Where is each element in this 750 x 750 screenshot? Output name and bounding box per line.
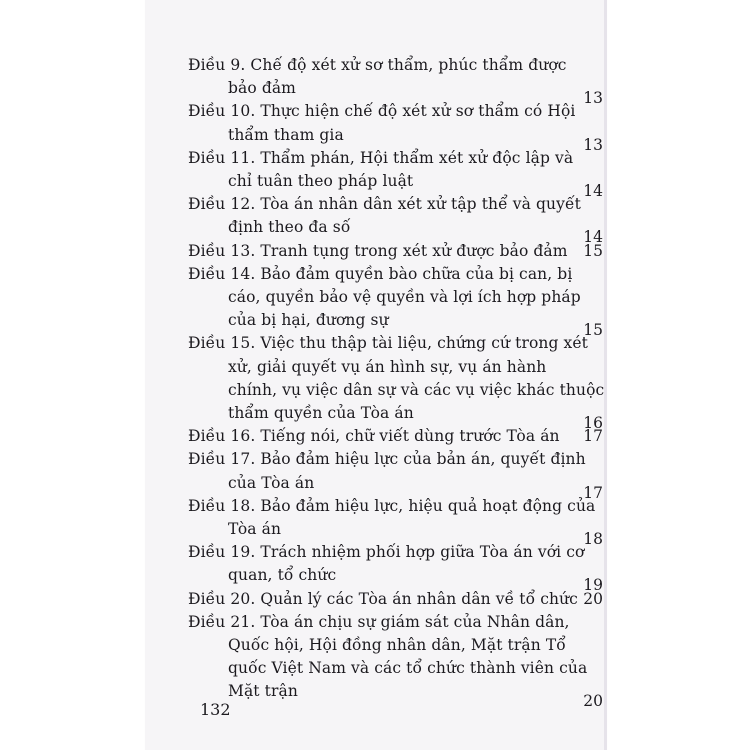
toc-entry-title: Điều 18. Bảo đảm hiệu lực, hiệu quả hoạt động của <box>188 496 596 515</box>
toc-entry-title: Điều 20. Quản lý các Tòa án nhân dân về tổ chức <box>188 589 578 608</box>
toc-entry-title: Điều 21. Tòa án chịu sự giám sát của Nhân dân, <box>188 612 570 631</box>
toc-entry-continuation: thẩm tham gia <box>228 125 344 144</box>
toc-entry-continuation: Tòa án <box>228 520 282 538</box>
page-footer-number: 132 <box>200 700 231 719</box>
toc-entry-continuation: xử, giải quyết vụ án hình sự, vụ án hành <box>228 357 547 376</box>
toc-page-number: 20 <box>583 589 603 608</box>
toc-page-number: 16 <box>583 414 603 432</box>
toc-entry-title: Điều 19. Trách nhiệm phối hợp giữa Tòa án với cơ <box>188 543 585 562</box>
toc-page-number: 17 <box>583 483 603 502</box>
toc-entry-continuation: Quốc hội, Hội đồng nhân dân, Mặt trận Tổ <box>228 636 566 654</box>
toc-page-number: 15 <box>583 241 603 260</box>
toc-entry-title: Điều 9. Chế độ xét xử sơ thẩm, phúc thẩm được <box>188 56 567 74</box>
toc-page-number: 19 <box>583 576 603 595</box>
toc-page-number: 17 <box>583 427 603 446</box>
toc-entry-continuation: chính, vụ việc dân sự và các vụ việc khác thuộc <box>228 380 605 399</box>
toc-entry-title: Điều 12. Tòa án nhân dân xét xử tập thể và quyết <box>188 195 581 214</box>
toc-entry-title: Điều 15. Việc thu thập tài liệu, chứng cứ trong xét <box>188 334 588 353</box>
toc-entry-continuation: của bị hại, đương sự <box>228 311 389 330</box>
toc-page-number: 15 <box>583 321 603 340</box>
toc-entry-continuation: định theo đa số <box>228 218 351 237</box>
toc-page-number: 18 <box>583 530 603 548</box>
toc-entry-continuation: chỉ tuân theo pháp luật <box>228 172 414 190</box>
toc-page-number: 14 <box>583 182 603 200</box>
toc-entry-title: Điều 16. Tiếng nói, chữ viết dùng trước Tòa án <box>188 427 560 446</box>
toc-entry-continuation: cáo, quyền bảo vệ quyền và lợi ích hợp pháp <box>228 288 581 306</box>
toc-entry-continuation: bảo đảm <box>228 79 296 98</box>
toc-entry-continuation: Mặt trận <box>228 682 298 701</box>
toc-entry-continuation: của Tòa án <box>228 473 315 492</box>
toc-page-number: 14 <box>583 228 603 247</box>
toc-page-number: 13 <box>583 135 603 154</box>
toc-page-number: 20 <box>583 692 603 711</box>
toc-entry-title: Điều 14. Bảo đảm quyền bào chữa của bị can, bị <box>188 264 573 283</box>
toc-entry-title: Điều 13. Tranh tụng trong xét xử được bảo đảm <box>188 241 568 260</box>
toc-entry-continuation: thẩm quyền của Tòa án <box>228 404 414 422</box>
page-edge <box>604 0 607 750</box>
toc-entry-title: Điều 11. Thẩm phán, Hội thẩm xét xử độc lập và <box>188 148 574 167</box>
toc-entry-continuation: quốc Việt Nam và các tổ chức thành viên của <box>228 659 588 678</box>
toc-page-number: 13 <box>583 89 603 108</box>
toc-entry-title: Điều 17. Bảo đảm hiệu lực của bản án, quyết định <box>188 450 586 469</box>
toc-entry-title: Điều 10. Thực hiện chế độ xét xử sơ thẩm có Hội <box>188 102 576 121</box>
toc-entry-continuation: quan, tổ chức <box>228 566 337 585</box>
